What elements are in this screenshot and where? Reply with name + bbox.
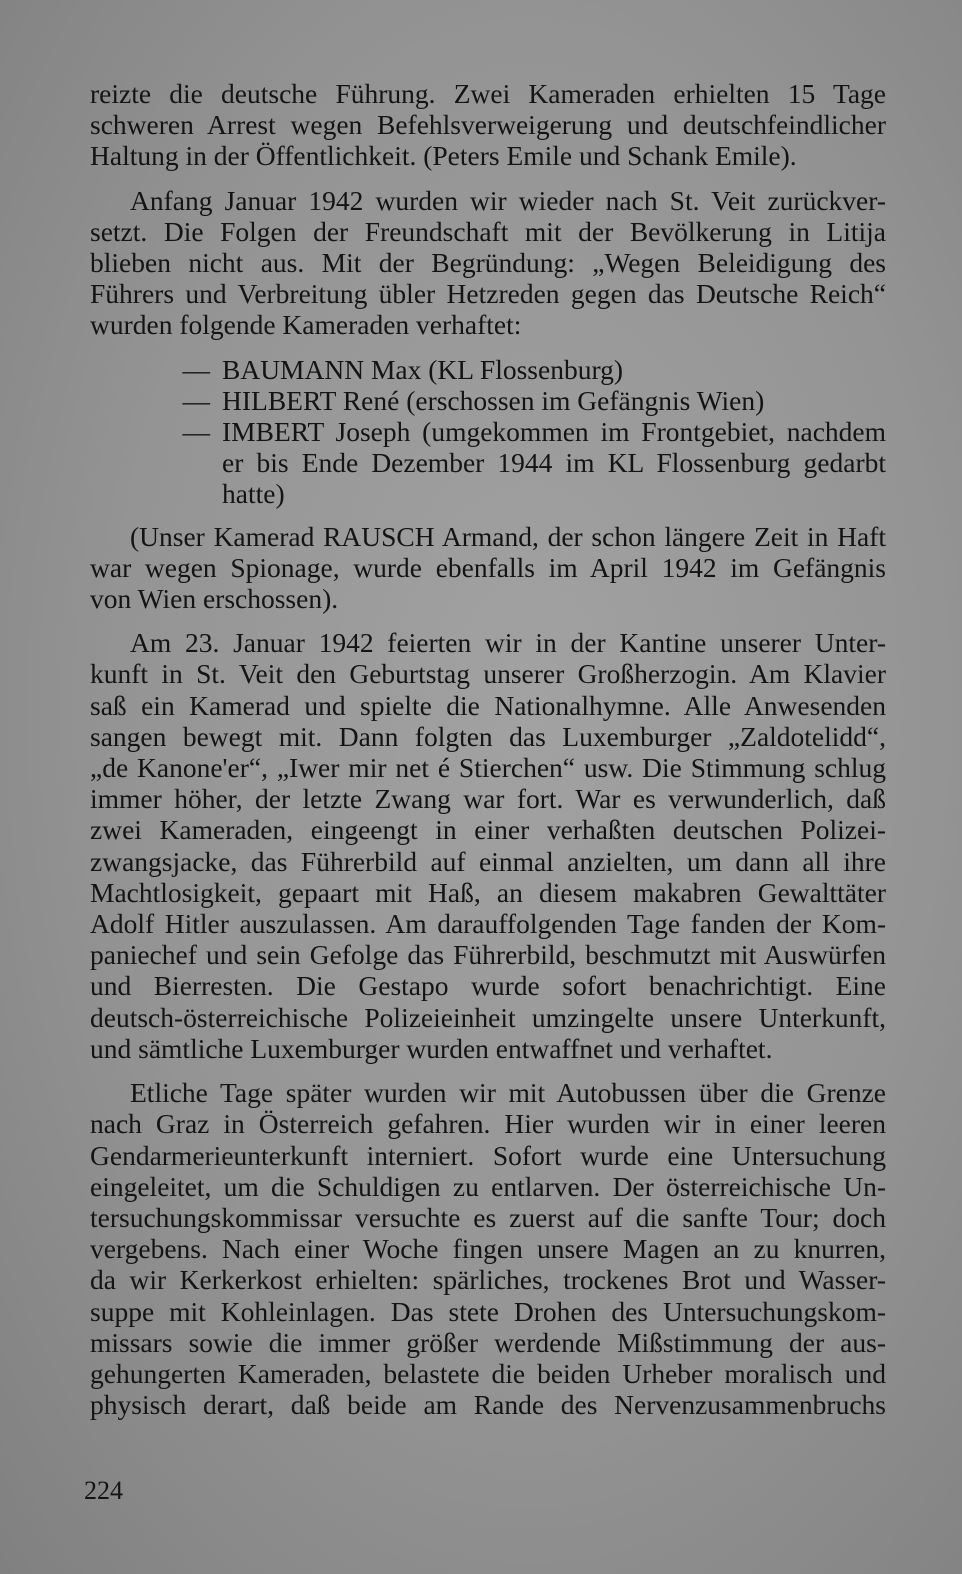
- text-line: Am 23. Januar 1942 feierten wir in der Kantine unserer Unter-: [130, 627, 886, 659]
- paragraph-3: [90, 521, 886, 615]
- text-line: HILBERT René (erschossen im Gefängnis Wien): [222, 384, 765, 416]
- text-line: suppe mit Kohleinlagen. Das stete Drohen des Untersuchungskom-: [90, 1295, 886, 1327]
- text-line: da wir Kerkerkost erhielten: spärliches, trockenes Brot und Wasser-: [90, 1264, 886, 1296]
- text-line: blieben nicht aus. Mit der Begründung: „Wegen Beleidigung des: [90, 247, 886, 279]
- text-line: reizte die deutsche Führung. Zwei Kameraden erhielten 15 Tage: [90, 78, 886, 109]
- text-line: Führers und Verbreitung übler Hetzreden gegen das Deutsche Reich“: [90, 278, 886, 310]
- text-line: und Bierresten. Die Gestapo wurde sofort benachrichtigt. Eine: [90, 970, 886, 1002]
- text-line: und sämtliche Luxemburger wurden entwaffnet und verhaftet.: [90, 1032, 773, 1064]
- text-line: er bis Ende Dezember 1944 im KL Flossenburg gedarbt: [222, 447, 886, 479]
- text-line: Haltung in der Öffentlichkeit. (Peters Emile und Schank Emile).: [90, 140, 797, 172]
- text-line: schweren Arrest wegen Befehlsverweigerung und deutschfeindlicher: [90, 109, 886, 141]
- text-line: immer höher, der letzte Zwang war fort. War es verwunderlich, daß: [90, 783, 886, 815]
- text-line: zwei Kameraden, eingeengt in einer verhaßten deutschen Polizei-: [90, 814, 886, 846]
- paragraph-2: [90, 185, 886, 341]
- list-item: [90, 416, 886, 510]
- text-line: paniechef und sein Gefolge das Führerbild, beschmutzt mit Auswürfen: [90, 939, 886, 971]
- text-line: Gendarmerieunterkunft interniert. Sofort wurde eine Untersuchung: [90, 1139, 886, 1171]
- text-line: eingeleitet, um die Schuldigen zu entlarven. Der österreichische Un-: [90, 1170, 886, 1202]
- book-page: [90, 78, 886, 1433]
- text-line: Adolf Hitler auszulassen. Am darauffolgenden Tage fanden der Kom-: [90, 908, 886, 940]
- list-dash: —: [182, 416, 210, 448]
- page-number: 224: [84, 1476, 123, 1505]
- text-line: Machtlosigkeit, gepaart mit Haß, an diesem makabren Gewalttäter: [90, 876, 886, 908]
- text-line: deutsch-österreichische Polizeieinheit umzingelte unsere Unterkunft,: [90, 1001, 886, 1033]
- text-line: von Wien erschossen).: [90, 583, 339, 615]
- text-line: Anfang Januar 1942 wurden wir wieder nach St. Veit zurückver-: [130, 184, 886, 216]
- text-line: IMBERT Joseph (umgekommen im Frontgebiet, nachdem: [222, 416, 886, 448]
- text-line: physisch derart, daß beide am Rande des Nervenzusammenbruchs: [90, 1389, 886, 1421]
- text-line: „de Kanone'er“, „Iwer mir net é Stierchen“ usw. Die Stimmung schlug: [90, 752, 886, 784]
- text-line: gehungerten Kameraden, belastete die beiden Urheber moralisch und: [90, 1357, 886, 1389]
- text-line: Etliche Tage später wurden wir mit Autobussen über die Grenze: [130, 1077, 886, 1109]
- text-line: saß ein Kamerad und spielte die Nationalhymne. Alle Anwesenden: [90, 689, 886, 721]
- text-line: kunft in St. Veit den Geburtstag unserer Großherzogin. Am Klavier: [90, 658, 886, 690]
- list-dash: —: [182, 353, 210, 385]
- text-line: zwangsjacke, das Führerbild auf einmal anzielten, um dann all ihre: [90, 845, 886, 877]
- text-line: (Unser Kamerad RAUSCH Armand, der schon längere Zeit in Haft: [130, 520, 886, 552]
- text-line: wurden folgende Kameraden verhaftet:: [90, 309, 522, 341]
- text-line: vergebens. Nach einer Woche fingen unsere Magen an zu knurren,: [90, 1233, 886, 1265]
- text-line: missars sowie die immer größer werdende Mißstimmung der aus-: [90, 1326, 886, 1358]
- text-line: tersuchungskommissar versuchte es zuerst auf die sanfte Tour; doch: [90, 1201, 886, 1233]
- paragraph-4: [90, 627, 886, 1064]
- arrested-list: [90, 354, 886, 510]
- paragraph-1: [90, 78, 886, 172]
- text-line: sangen bewegt mit. Dann folgten das Luxemburger „Zaldotelidd“,: [90, 720, 886, 752]
- paragraph-5: [90, 1077, 886, 1420]
- text-line: setzt. Die Folgen der Freundschaft mit der Bevölkerung in Litija: [90, 215, 886, 247]
- list-item: [90, 385, 886, 416]
- text-line: nach Graz in Österreich gefahren. Hier wurden wir in einer leeren: [90, 1108, 886, 1140]
- text-line: hatte): [222, 478, 285, 510]
- list-item: [90, 354, 886, 385]
- text-line: war wegen Spionage, wurde ebenfalls im April 1942 im Gefängnis: [90, 551, 886, 583]
- text-line: BAUMANN Max (KL Flossenburg): [222, 353, 624, 385]
- list-dash: —: [182, 384, 210, 416]
